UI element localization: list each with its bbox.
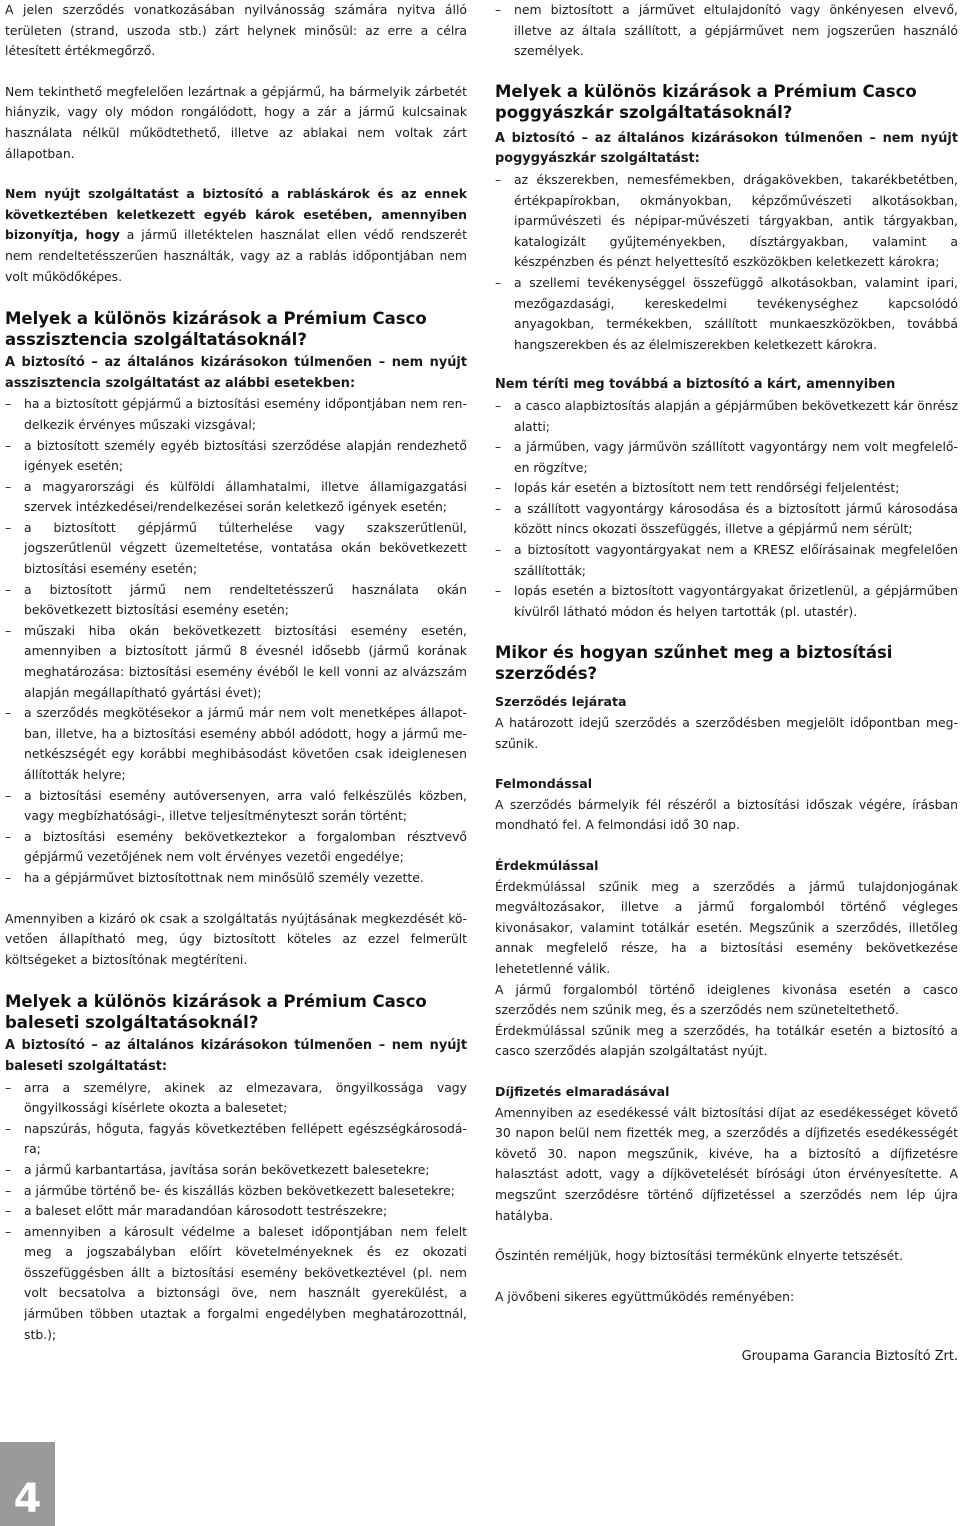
list-item: – a járműbe történő be- és kiszállás közben bekövetkezett balesetekre; (5, 1181, 467, 1202)
list-item: – a járműben, vagy járművön szállított vagyontárgy nem volt megfelelően rögzítve; (495, 437, 958, 478)
paragraph-vehicle-not-locked: Nem tekinthető megfelelően lezártnak a gépjármű, ha bármelyik zárbetét hiányzik, vagy oly módon rongálódott, hogy a zár a jármű kulcsainak használata nélkül működtethető, illetve az ablakai nem voltak zárt állapotban. (5, 83, 467, 161)
list-item: – az ékszerekben, nemesfémekben, drágakövekben, takarékbetétben, értékpapírokban, okmányokban, képzőművészeti alkotásokban, iparművészeti és népipar-művészeti tárgyakban, antik tárgyakban, katalogizált gyűjteményekben, dísztárgyakban, valamint a készpénzben és pénzt helyettesítő eszközökben keletkezett károkra; (495, 170, 958, 273)
cancellation-text: A szerződés bármelyik fél részéről a biztosítási időszak végére, írásban mondható fel. A felmondási idő 30 nap. (495, 796, 958, 833)
robbery-bold-text: Nem nyújt szolgáltatást a biztosító a rabláskárok és az ennek következtében keletkezett egyéb károk esetében, amennyiben bizonyítja, hogy (5, 186, 467, 243)
list-item: – a baleset előtt már maradandóan károsodott testrészekre; (5, 1201, 467, 1222)
no-pay-list (495, 396, 958, 623)
list-item: – amennyiben a károsult védelme a baleset időpontjában nem felelt meg a jogszabályban előírt követelményeknek és ez okozati összefüggésben állt a biztosítási esemény bekövetkeztével (pl. nem volt becsatolva a biztonsági öve, nem használt gyerekülést, a járműben többen utaztak a forgalmi engedélyben meghatározottnál, stb.); (5, 1222, 467, 1346)
subheading-non-payment: Díjfizetés elmaradásával (495, 1083, 670, 1099)
assistance-exclusion-list (5, 394, 467, 888)
paragraph-assistance-cost: Amennyiben a kizáró ok csak a szolgáltatás nyújtásának megkezdését követően állapítható meg, úgy biztosított köteles az ezzel felmerült költségeket a biztosítónak megtéríteni. (5, 910, 467, 967)
accident-exclusion-list (5, 1078, 467, 1346)
list-item: – a szállított vagyontárgy károsodása és a biztosított jármű károsodása között nincs okozati összefüggés, illetve a gépjármű nem sérült; (495, 499, 958, 540)
list-item: – a magyarországi és külföldi államhatalmi, illetve államigazgatási szervek intézkedései/rendelkezései során keletkező igények esetén; (5, 477, 467, 518)
paragraph-closed-space: A jelen szerződés vonatkozásában nyilvánosság számára nyitva álló területen (strand, uszoda stb.) zárt helynek minősül: az erre a célra létesített értékmegőrző. (5, 2, 467, 59)
non-payment-text: Amennyiben az esedékessé vált biztosítási díjat az esedékességet követő 30 napon belül nem fizették meg, a szerződés a díjfizetés esedékességét követő 30. napon megszűnik, kivéve, ha a biztosító a díjfizetésre halasztást adott, vagy a díjkövetelését bírósági úton érvényesítette. A megszűnt szerződésre történő díjfizetéssel a szerződés nem lép újra hatályba. (495, 1104, 958, 1223)
list-item: – a biztosítási esemény bekövetkeztekor a forgalomban résztvevő gépjármű vezetőjének nem volt érvényes vezetői engedélye; (5, 827, 467, 868)
subheading-cancellation: Felmondással (495, 776, 593, 792)
loss-of-interest-text-1: Érdekmúlással szűnik meg a szerződés a jármű tulajdonjogának megváltozásakor, illetve a jármű forgalomból történő végleges kivonásakor, valamint totálkár esetén. Megszűnik a szerződés, illetőleg annak megfelelő része, ha a biztosítási esemény bekövetkezése lehetetlenné válik. (495, 878, 958, 976)
no-pay-intro: Nem téríti meg továbbá a biztosító a kárt, amennyiben (495, 377, 896, 393)
luggage-exclusion-list (495, 170, 958, 355)
list-item: – napszúrás, hőguta, fagyás következtében fellépett egészségkárosodára; (5, 1119, 467, 1160)
luggage-intro: A biztosító – az általános kizárásokon túlmenően – nem nyújt pogygyászkár szolgáltatást: (495, 130, 958, 167)
list-item: – a biztosítási esemény autóversenyen, arra való felkészülés közben, vagy megbízhatósági-, illetve teljesítményteszt során történt; (5, 786, 467, 827)
loss-of-interest-text-3: Érdekmúlással szűnik meg a szerződés, ha totálkár esetén a biztosító a casco szerződés alapján szolgáltatást nyújt. (495, 1022, 958, 1059)
list-item: – a biztosított jármű nem rendeltetésszerű használata okán bekövetkezett biztosítási esemény esetén; (5, 580, 467, 621)
loss-of-interest-text-2: A jármű forgalomból történő ideiglenes kivonása esetén a casco szerződés nem szűnik meg, és a szerződés nem szüneteltethető. (495, 981, 958, 1018)
paragraph-robbery (5, 184, 467, 287)
list-item: – a biztosított személy egyéb biztosítási szerződése alapján rendezhető igények esetén; (5, 436, 467, 477)
robbery-rest-text: a jármű illetéktelen használat ellen védő rendszerét nem rendeltetésszerűen használták, vagy az a rablás időpontjában nem volt működőképes. (5, 227, 467, 284)
list-item: – a biztosított gépjármű túlterhelése vagy szakszerűtlenül, jogszerűtlenül végzett üzemeltetése, vontatása okán bekövetkezett biztosítási esemény esetén; (5, 518, 467, 580)
list-item: – lopás kár esetén a biztosított nem tett rendőrségi feljelentést; (495, 478, 958, 499)
heading-luggage-exclusions: Melyek a különös kizárások a Prémium Casco poggyászkár szolgáltatásoknál? (495, 81, 917, 122)
list-item: – a jármű karbantartása, javítása során bekövetkezett balesetekre; (5, 1160, 467, 1181)
list-item: – a casco alapbiztosítás alapján a gépjárműben bekövetkezett kár önrész alatti; (495, 396, 958, 437)
closing-line-2: A jövőbeni sikeres együttműködés reményében: (495, 1288, 795, 1304)
signature: Groupama Garancia Biztosító Zrt. (741, 1349, 958, 1365)
list-item: – műszaki hiba okán bekövetkezett biztosítási esemény esetén, amennyiben a biztosított jármű 8 évesnél idősebb (jármű korának meghatározása: biztosítási esemény évéből le kell vonni az alvázszám alapján megállapítható gyártási évet); (5, 621, 467, 703)
left-column (5, 0, 467, 1345)
closing-line-1: Őszintén reméljük, hogy biztosítási termékünk elnyerte tetszését. (495, 1248, 904, 1264)
heading-assistance-exclusions: Melyek a különös kizárások a Prémium Casco asszisztencia szolgáltatásoknál? (5, 309, 427, 350)
assistance-intro: A biztosító – az általános kizárásokon túlmenően – nem nyújt asszisztencia szolgáltatást az alábbi esetekben: (5, 355, 467, 391)
list-item: – ha a biztosított gépjármű a biztosítási esemény időpontjában nem rendelkezik érvényes műszaki vizsgával; (5, 394, 467, 435)
accident-intro: A biztosító – az általános kizárásokon túlmenően – nem nyújt baleseti szolgáltatást: (5, 1038, 467, 1074)
list-item: – nem biztosított a járművet eltulajdonító vagy önkényesen elvevő, illetve az általa szállított, a gépjárművet nem jogszerűen használó személyek. (495, 0, 958, 62)
page-number: 4 (0, 1442, 55, 1526)
list-item: – a szellemi tevékenységgel összefüggő alkotásokban, valamint ipari, mezőgazdasági, kereskedelmi tevékenységhez kapcsolódó anyagokban, termékekben, szállított munkaeszközökben, továbbá hangszerekben és az élelmiszerekben keletkezett károkra. (495, 273, 958, 355)
list-item: – arra a személyre, akinek az elmezavara, öngyilkossága vagy öngyilkossági kísérlete okozta a balesetet; (5, 1078, 467, 1119)
right-column (495, 0, 958, 1368)
heading-contract-termination: Mikor és hogyan szűnhet meg a biztosítási szerződés? (495, 643, 893, 684)
continued-list (495, 0, 958, 62)
heading-accident-exclusions: Melyek a különös kizárások a Prémium Casco baleseti szolgáltatásoknál? (5, 992, 427, 1033)
list-item: – a szerződés megkötésekor a jármű már nem volt menetképes állapotban, illetve, ha a biztosítási esemény abból adódott, hogy a jármű menetkészségét egy korábbi meghibásodást követően csak ideiglenesen állították helyre; (5, 703, 467, 785)
subheading-loss-of-interest: Érdekmúlással (495, 858, 599, 873)
subheading-expiry: Szerződés lejárata (495, 694, 627, 710)
list-item: – ha a gépjárművet biztosítottnak nem minősülő személy vezette. (5, 868, 467, 889)
list-item: – a biztosított vagyontárgyakat nem a KRESZ előírásainak megfelelően szállították; (495, 540, 958, 581)
expiry-text: A határozott idejű szerződés a szerződésben megjelölt időpontban megszűnik. (495, 715, 958, 751)
list-item: – lopás esetén a biztosított vagyontárgyakat őrizetlenül, a gépjárműben kívülről látható módon és helyen tartották (pl. utastér). (495, 581, 958, 622)
